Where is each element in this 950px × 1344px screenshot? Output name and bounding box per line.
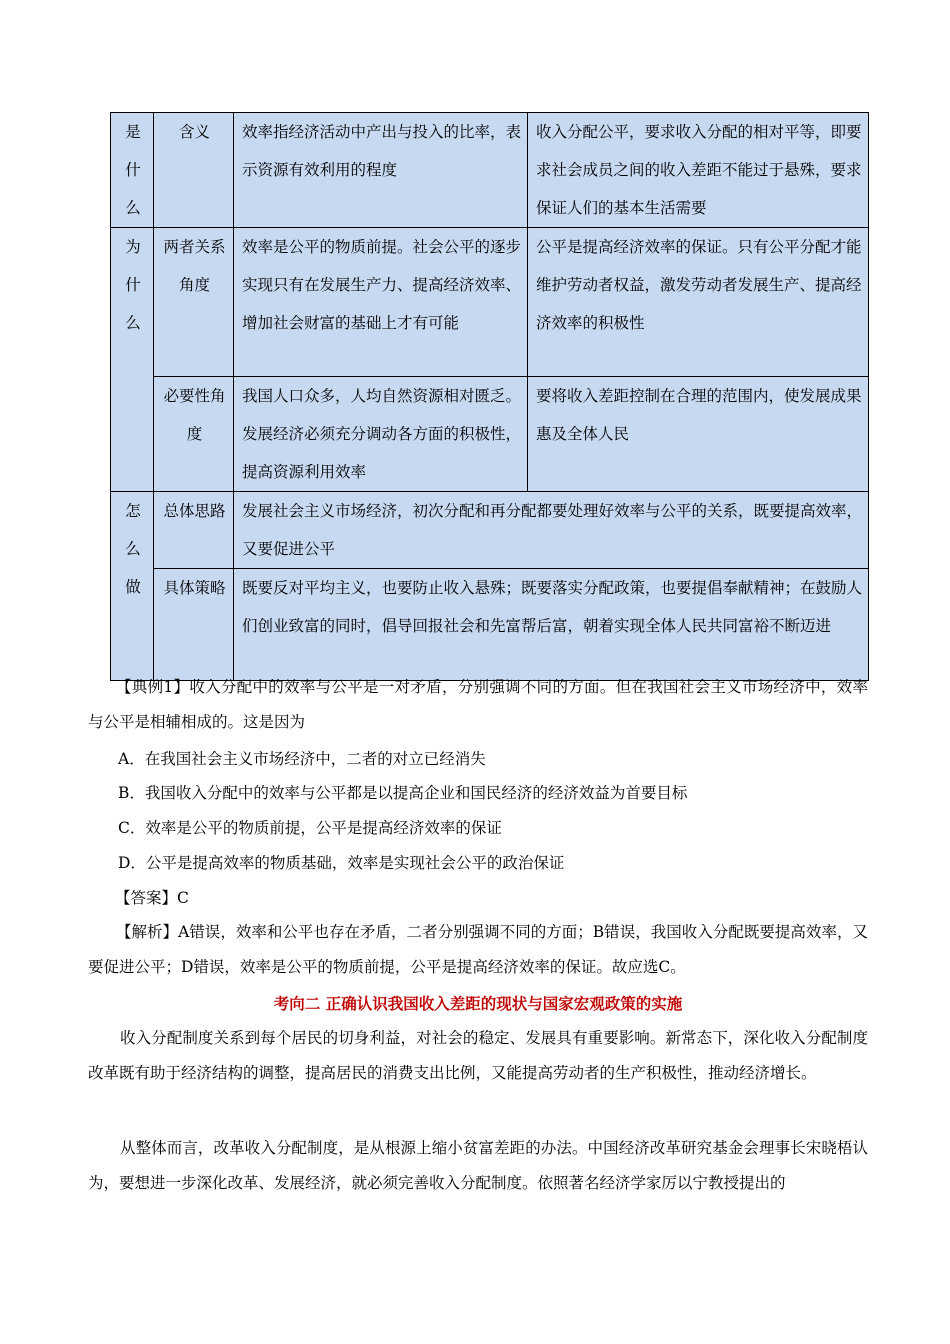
analysis-text: A错误，效率和公平也存在矛盾，二者分别强调不同的方面；B错误，我国收入分配既要提高效率，又要促进公平；D错误，效率是公平的物质前提，公平是提高经济效率的保证。故应选C。 bbox=[88, 923, 868, 976]
analysis-paragraph bbox=[88, 915, 868, 985]
efficiency-cell: 效率指经济活动中产出与投入的比率，表示资源有效利用的程度 bbox=[234, 113, 528, 228]
example-question bbox=[88, 670, 868, 740]
aspect-cell: 必要性角度 bbox=[154, 377, 234, 492]
aspect-cell: 具体策略 bbox=[154, 569, 234, 681]
merged-cell: 发展社会主义市场经济，初次分配和再分配都要处理好效率与公平的关系，既要提高效率，又要促进公平 bbox=[234, 492, 869, 569]
row-group-why: 为什么 bbox=[111, 228, 154, 492]
table-row bbox=[111, 113, 869, 228]
answer-value: C bbox=[177, 889, 189, 907]
aspect-cell: 含义 bbox=[154, 113, 234, 228]
fairness-cell: 要将收入差距控制在合理的范围内，使发展成果惠及全体人民 bbox=[528, 377, 869, 492]
body-paragraph: 从整体而言，改革收入分配制度，是从根源上缩小贫富差距的办法。中国经济改革研究基金会理事长宋晓梧认为，要想进一步深化改革、发展经济，就必须完善收入分配制度。依照著名经济学家厉以宁教授提出的 bbox=[88, 1139, 868, 1192]
merged-cell: 既要反对平均主义，也要防止收入悬殊；既要落实分配政策，也要提倡奉献精神；在鼓励人们创业致富的同时，倡导回报社会和先富帮后富，朝着实现全体人民共同富裕不断迈进 bbox=[234, 569, 869, 681]
answer-line bbox=[115, 881, 189, 916]
option-c: C．效率是公平的物质前提，公平是提高经济效率的保证 bbox=[118, 819, 502, 837]
table-row bbox=[111, 377, 869, 492]
analysis-label: 【解析】 bbox=[116, 923, 179, 941]
option-b: B．我国收入分配中的效率与公平都是以提高企业和国民经济的经济效益为首要目标 bbox=[118, 784, 688, 802]
efficiency-cell: 我国人口众多，人均自然资源相对匮乏。发展经济必须充分调动各方面的积极性，提高资源利用效率 bbox=[234, 377, 528, 492]
efficiency-cell: 效率是公平的物质前提。社会公平的逐步实现只有在发展生产力、提高经济效率、增加社会财富的基础上才有可能 bbox=[234, 228, 528, 377]
fairness-cell: 收入分配公平，要求收入分配的相对平等，即要求社会成员之间的收入差距不能过于悬殊，要求保证人们的基本生活需要 bbox=[528, 113, 869, 228]
table-row bbox=[111, 569, 869, 681]
example-question-text: 收入分配中的效率与公平是一对矛盾，分别强调不同的方面。但在我国社会主义市场经济中，效率与公平是相辅相成的。这是因为 bbox=[88, 678, 868, 731]
aspect-cell: 两者关系角度 bbox=[154, 228, 234, 377]
efficiency-fairness-table bbox=[110, 112, 869, 681]
table-row bbox=[111, 228, 869, 377]
option-d: D．公平是提高效率的物质基础，效率是实现社会公平的政治保证 bbox=[118, 854, 565, 872]
row-group-what: 是什么 bbox=[111, 113, 154, 228]
aspect-cell: 总体思路 bbox=[154, 492, 234, 569]
example-label: 【典例1】 bbox=[116, 678, 190, 696]
row-group-how: 怎么做 bbox=[111, 492, 154, 681]
body-paragraph: 收入分配制度关系到每个居民的切身利益，对社会的稳定、发展具有重要影响。新常态下，深化收入分配制度改革既有助于经济结构的调整，提高居民的消费支出比例，又能提高劳动者的生产积极性，推动经济增长。 bbox=[88, 1029, 868, 1082]
section-heading: 考向二 正确认识我国收入差距的现状与国家宏观政策的实施 bbox=[273, 994, 683, 1013]
table-row bbox=[111, 492, 869, 569]
option-a: A．在我国社会主义市场经济中，二者的对立已经消失 bbox=[118, 750, 486, 768]
fairness-cell: 公平是提高经济效率的保证。只有公平分配才能维护劳动者权益，激发劳动者发展生产、提高经济效率的积极性 bbox=[528, 228, 869, 377]
answer-label: 【答案】 bbox=[115, 889, 178, 907]
